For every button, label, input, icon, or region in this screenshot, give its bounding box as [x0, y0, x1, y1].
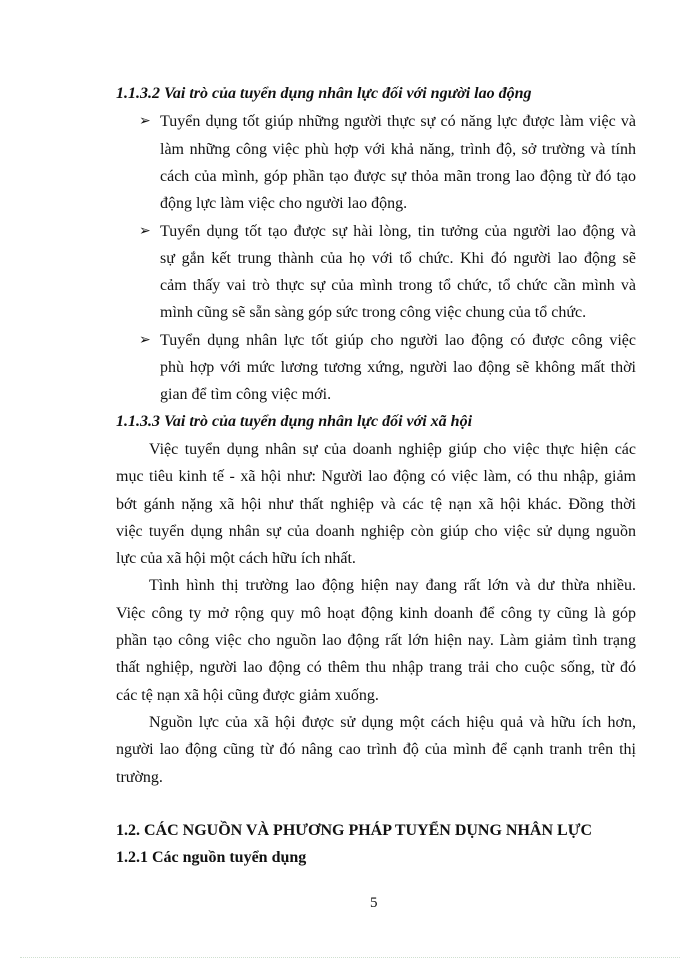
bullet-line: Tuyển dụng tốt tạo được sự hài lòng, tin tưởng của người lao động và: [160, 222, 636, 240]
chapter-heading: 1.2. CÁC NGUỒN VÀ PHƯƠNG PHÁP TUYỂN DỤNG NHÂN LỰC: [116, 822, 592, 840]
paragraph-line: thất nghiệp, người lao động có thêm thu nhập trang trải cho cuộc sống, từ đó: [116, 659, 636, 677]
bullet-line: cách của mình, góp phần tạo được sự thỏa mãn trong lao động từ đó tạo: [160, 167, 636, 185]
paragraph-line: Tình hình thị trường lao động hiện nay đang rất lớn và dư thừa nhiều.: [149, 577, 636, 595]
paragraph-line: lực của xã hội một cách hữu ích nhất.: [116, 550, 356, 568]
paragraph-line: mục tiêu kinh tế - xã hội như: Người lao động có việc làm, có thu nhập, giảm: [116, 468, 636, 486]
bullet-line: sự gắn kết trung thành của họ với tổ chức. Khi đó người lao động sẽ: [160, 249, 636, 267]
paragraph-line: Nguồn lực của xã hội được sử dụng một cách hiệu quả và hữu ích hơn,: [149, 713, 636, 731]
page-number: 5: [370, 895, 378, 911]
bullet-line: mình cũng sẽ sẵn sàng góp sức trong công việc chung của tổ chức.: [160, 304, 587, 322]
bullet-line: cảm thấy vai trò thực sự của mình trong tổ chức, tổ chức cần mình và: [160, 277, 636, 295]
paragraph-line: Việc công ty mở rộng quy mô hoạt động kinh doanh để công ty cũng là góp: [116, 604, 636, 622]
paragraph-line: bớt gánh nặng xã hội như thất nghiệp và các tệ nạn xã hội khác. Đồng thời: [116, 495, 636, 513]
section-heading: 1.1.3.3 Vai trò của tuyển dụng nhân lực đối với xã hội: [116, 412, 473, 430]
paragraph-line: các tệ nạn xã hội cũng được giảm xuống.: [116, 686, 379, 704]
page-border-divider: [20, 957, 680, 958]
bullet-line: động lực làm việc cho người lao động.: [160, 195, 408, 213]
subsection-heading: 1.2.1 Các nguồn tuyển dụng: [116, 849, 307, 867]
bullet-arrow-icon: ➢: [139, 332, 151, 348]
bullet-arrow-icon: ➢: [139, 223, 151, 239]
bullet-line: phù hợp với mức lương tương xứng, người lao động sẽ không mất thời: [160, 359, 636, 376]
paragraph-line: trường.: [116, 768, 163, 786]
paragraph-line: phần tạo công việc cho nguồn lao động rất lớn hiện nay. Làm giảm tình trạng: [116, 632, 636, 649]
bullet-line: Tuyển dụng nhân lực tốt giúp cho người lao động có được công việc: [160, 331, 636, 349]
bullet-line: gian để tìm công việc mới.: [160, 386, 332, 404]
paragraph-line: việc tuyển dụng nhân sự của doanh nghiệp còn giúp cho việc sử dụng nguồn: [116, 522, 636, 540]
bullet-line: làm những công việc phù hợp với khả năng, trình độ, sở trường và tính: [160, 140, 636, 158]
section-heading: 1.1.3.2 Vai trò của tuyển dụng nhân lực đối với người lao động: [116, 85, 532, 102]
bullet-line: Tuyển dụng tốt giúp những người thực sự có năng lực được làm việc và: [160, 113, 636, 131]
paragraph-line: Việc tuyển dụng nhân sự của doanh nghiệp giúp cho việc thực hiện các: [149, 440, 636, 458]
bullet-arrow-icon: ➢: [139, 114, 151, 130]
paragraph-line: người lao động cũng từ đó nâng cao trình độ của mình để cạnh tranh trên thị: [116, 741, 636, 759]
